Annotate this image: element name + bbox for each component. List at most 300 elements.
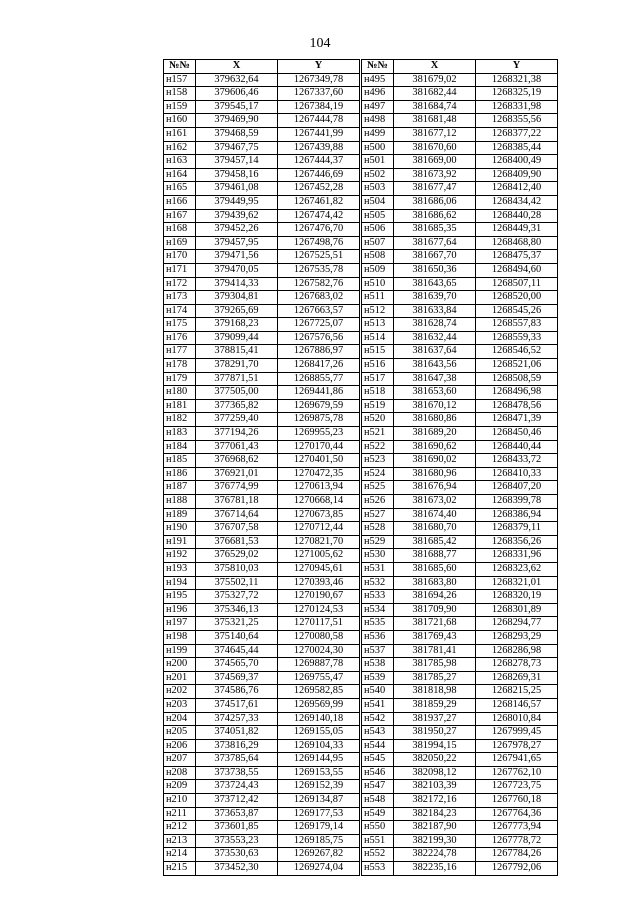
y-coordinate-cell: 1270393,46 xyxy=(278,576,360,590)
y-coordinate-cell: 1267535,78 xyxy=(278,263,360,277)
y-coordinate-cell: 1270673,85 xyxy=(278,508,360,522)
point-id-cell: н495 xyxy=(362,73,394,87)
point-id-cell: н509 xyxy=(362,263,394,277)
table-row xyxy=(164,359,360,373)
point-id-cell: н174 xyxy=(164,304,196,318)
point-id-cell: н205 xyxy=(164,726,196,740)
x-coordinate-cell: 381673,92 xyxy=(394,168,476,182)
x-coordinate-cell: 378815,41 xyxy=(196,345,278,359)
point-id-cell: н499 xyxy=(362,127,394,141)
point-id-cell: н545 xyxy=(362,753,394,767)
x-coordinate-cell: 379457,95 xyxy=(196,236,278,250)
table-row xyxy=(164,848,360,862)
point-id-cell: н549 xyxy=(362,807,394,821)
table-row xyxy=(362,250,558,264)
table-row xyxy=(164,427,360,441)
table-row xyxy=(362,155,558,169)
y-coordinate-cell: 1269887,78 xyxy=(278,658,360,672)
point-id-cell: н537 xyxy=(362,644,394,658)
table-row xyxy=(362,427,558,441)
point-id-cell: н501 xyxy=(362,155,394,169)
point-id-cell: н541 xyxy=(362,698,394,712)
x-coordinate-cell: 381721,68 xyxy=(394,617,476,631)
y-coordinate-cell: 1267582,76 xyxy=(278,277,360,291)
point-id-cell: н546 xyxy=(362,766,394,780)
point-id-cell: н214 xyxy=(164,848,196,862)
y-coordinate-cell: 1267525,51 xyxy=(278,250,360,264)
y-coordinate-cell: 1268355,56 xyxy=(476,114,558,128)
y-coordinate-cell: 1268379,11 xyxy=(476,522,558,536)
x-coordinate-cell: 376681,53 xyxy=(196,535,278,549)
header-y: Y xyxy=(476,60,558,74)
point-id-cell: н519 xyxy=(362,399,394,413)
point-id-cell: н548 xyxy=(362,794,394,808)
x-coordinate-cell: 381818,98 xyxy=(394,685,476,699)
table-row xyxy=(362,386,558,400)
table-row xyxy=(164,481,360,495)
table-row xyxy=(164,562,360,576)
x-coordinate-cell: 377505,00 xyxy=(196,386,278,400)
point-id-cell: н530 xyxy=(362,549,394,563)
y-coordinate-cell: 1268146,57 xyxy=(476,698,558,712)
y-coordinate-cell: 1267999,45 xyxy=(476,726,558,740)
x-coordinate-cell: 381653,60 xyxy=(394,386,476,400)
x-coordinate-cell: 381686,62 xyxy=(394,209,476,223)
x-coordinate-cell: 373530,63 xyxy=(196,848,278,862)
y-coordinate-cell: 1269679,59 xyxy=(278,399,360,413)
point-id-cell: н535 xyxy=(362,617,394,631)
x-coordinate-cell: 382224,78 xyxy=(394,848,476,862)
table-row xyxy=(164,467,360,481)
y-coordinate-cell: 1267683,02 xyxy=(278,291,360,305)
y-coordinate-cell: 1267498,76 xyxy=(278,236,360,250)
y-coordinate-cell: 1269441,86 xyxy=(278,386,360,400)
table-row xyxy=(362,223,558,237)
table-row xyxy=(164,291,360,305)
x-coordinate-cell: 373816,29 xyxy=(196,739,278,753)
x-coordinate-cell: 375346,13 xyxy=(196,603,278,617)
x-coordinate-cell: 382235,16 xyxy=(394,862,476,876)
y-coordinate-cell: 1268449,31 xyxy=(476,223,558,237)
x-coordinate-cell: 375327,72 xyxy=(196,590,278,604)
table-row xyxy=(164,155,360,169)
y-coordinate-cell: 1267886,97 xyxy=(278,345,360,359)
table-row xyxy=(164,318,360,332)
y-coordinate-cell: 1267439,88 xyxy=(278,141,360,155)
table-row xyxy=(362,318,558,332)
point-id-cell: н177 xyxy=(164,345,196,359)
point-id-cell: н532 xyxy=(362,576,394,590)
x-coordinate-cell: 381685,35 xyxy=(394,223,476,237)
x-coordinate-cell: 379467,75 xyxy=(196,141,278,155)
x-coordinate-cell: 381667,70 xyxy=(394,250,476,264)
point-id-cell: н188 xyxy=(164,495,196,509)
x-coordinate-cell: 377259,40 xyxy=(196,413,278,427)
x-coordinate-cell: 381677,12 xyxy=(394,127,476,141)
point-id-cell: н211 xyxy=(164,807,196,821)
y-coordinate-cell: 1268407,20 xyxy=(476,481,558,495)
point-id-cell: н169 xyxy=(164,236,196,250)
table-row xyxy=(164,753,360,767)
table-row xyxy=(362,304,558,318)
table-header-row xyxy=(164,60,360,74)
header-x: X xyxy=(196,60,278,74)
x-coordinate-cell: 374051,82 xyxy=(196,726,278,740)
table-header-row xyxy=(362,60,558,74)
x-coordinate-cell: 381684,74 xyxy=(394,100,476,114)
point-id-cell: н498 xyxy=(362,114,394,128)
table-row xyxy=(362,590,558,604)
y-coordinate-cell: 1268855,77 xyxy=(278,372,360,386)
table-row xyxy=(362,834,558,848)
x-coordinate-cell: 381673,02 xyxy=(394,495,476,509)
table-body-right xyxy=(362,73,558,875)
point-id-cell: н206 xyxy=(164,739,196,753)
point-id-cell: н504 xyxy=(362,195,394,209)
x-coordinate-cell: 379458,16 xyxy=(196,168,278,182)
y-coordinate-cell: 1268475,37 xyxy=(476,250,558,264)
y-coordinate-cell: 1268386,94 xyxy=(476,508,558,522)
x-coordinate-cell: 373724,43 xyxy=(196,780,278,794)
point-id-cell: н510 xyxy=(362,277,394,291)
point-id-cell: н170 xyxy=(164,250,196,264)
x-coordinate-cell: 376529,02 xyxy=(196,549,278,563)
point-id-cell: н538 xyxy=(362,658,394,672)
y-coordinate-cell: 1267474,42 xyxy=(278,209,360,223)
x-coordinate-cell: 381633,84 xyxy=(394,304,476,318)
x-coordinate-cell: 379265,69 xyxy=(196,304,278,318)
point-id-cell: н194 xyxy=(164,576,196,590)
y-coordinate-cell: 1267778,72 xyxy=(476,834,558,848)
x-coordinate-cell: 378291,70 xyxy=(196,359,278,373)
point-id-cell: н163 xyxy=(164,155,196,169)
table-row xyxy=(164,413,360,427)
table-row xyxy=(362,617,558,631)
x-coordinate-cell: 381680,70 xyxy=(394,522,476,536)
x-coordinate-cell: 381677,47 xyxy=(394,182,476,196)
table-row xyxy=(362,440,558,454)
point-id-cell: н168 xyxy=(164,223,196,237)
point-id-cell: н520 xyxy=(362,413,394,427)
x-coordinate-cell: 379449,95 xyxy=(196,195,278,209)
table-row xyxy=(362,372,558,386)
x-coordinate-cell: 381650,36 xyxy=(394,263,476,277)
table-row xyxy=(362,685,558,699)
table-row xyxy=(164,250,360,264)
x-coordinate-cell: 373601,85 xyxy=(196,821,278,835)
y-coordinate-cell: 1268325,19 xyxy=(476,87,558,101)
y-coordinate-cell: 1268356,26 xyxy=(476,535,558,549)
point-id-cell: н525 xyxy=(362,481,394,495)
point-id-cell: н193 xyxy=(164,562,196,576)
point-id-cell: н213 xyxy=(164,834,196,848)
x-coordinate-cell: 381677,64 xyxy=(394,236,476,250)
point-id-cell: н210 xyxy=(164,794,196,808)
y-coordinate-cell: 1268320,19 xyxy=(476,590,558,604)
table-row xyxy=(164,617,360,631)
x-coordinate-cell: 379099,44 xyxy=(196,331,278,345)
x-coordinate-cell: 376774,99 xyxy=(196,481,278,495)
point-id-cell: н511 xyxy=(362,291,394,305)
y-coordinate-cell: 1268301,89 xyxy=(476,603,558,617)
x-coordinate-cell: 381674,40 xyxy=(394,508,476,522)
y-coordinate-cell: 1270124,53 xyxy=(278,603,360,617)
point-id-cell: н544 xyxy=(362,739,394,753)
y-coordinate-cell: 1269155,05 xyxy=(278,726,360,740)
x-coordinate-cell: 377194,26 xyxy=(196,427,278,441)
point-id-cell: н195 xyxy=(164,590,196,604)
table-row xyxy=(164,114,360,128)
table-row xyxy=(362,603,558,617)
table-row xyxy=(362,73,558,87)
table-row xyxy=(362,712,558,726)
table-row xyxy=(164,535,360,549)
y-coordinate-cell: 1268377,22 xyxy=(476,127,558,141)
x-coordinate-cell: 379470,05 xyxy=(196,263,278,277)
x-coordinate-cell: 373738,55 xyxy=(196,766,278,780)
x-coordinate-cell: 381950,27 xyxy=(394,726,476,740)
table-row xyxy=(362,753,558,767)
point-id-cell: н158 xyxy=(164,87,196,101)
table-row xyxy=(362,698,558,712)
y-coordinate-cell: 1267337,60 xyxy=(278,87,360,101)
point-id-cell: н165 xyxy=(164,182,196,196)
x-coordinate-cell: 374645,44 xyxy=(196,644,278,658)
y-coordinate-cell: 1268433,72 xyxy=(476,454,558,468)
table-row xyxy=(164,794,360,808)
point-id-cell: н181 xyxy=(164,399,196,413)
point-id-cell: н159 xyxy=(164,100,196,114)
table-row xyxy=(164,440,360,454)
table-row xyxy=(164,73,360,87)
x-coordinate-cell: 381639,70 xyxy=(394,291,476,305)
x-coordinate-cell: 374517,61 xyxy=(196,698,278,712)
table-row xyxy=(164,223,360,237)
x-coordinate-cell: 381647,38 xyxy=(394,372,476,386)
table-row xyxy=(362,114,558,128)
y-coordinate-cell: 1268494,60 xyxy=(476,263,558,277)
table-row xyxy=(164,726,360,740)
x-coordinate-cell: 376781,18 xyxy=(196,495,278,509)
y-coordinate-cell: 1269104,33 xyxy=(278,739,360,753)
point-id-cell: н196 xyxy=(164,603,196,617)
point-id-cell: н551 xyxy=(362,834,394,848)
y-coordinate-cell: 1267461,82 xyxy=(278,195,360,209)
table-body-left xyxy=(164,73,360,875)
y-coordinate-cell: 1268434,42 xyxy=(476,195,558,209)
x-coordinate-cell: 375321,25 xyxy=(196,617,278,631)
y-coordinate-cell: 1267725,07 xyxy=(278,318,360,332)
x-coordinate-cell: 375502,11 xyxy=(196,576,278,590)
x-coordinate-cell: 381669,00 xyxy=(394,155,476,169)
y-coordinate-cell: 1267446,69 xyxy=(278,168,360,182)
coordinates-table-right xyxy=(361,59,558,876)
point-id-cell: н521 xyxy=(362,427,394,441)
x-coordinate-cell: 381632,44 xyxy=(394,331,476,345)
y-coordinate-cell: 1268450,46 xyxy=(476,427,558,441)
y-coordinate-cell: 1268412,40 xyxy=(476,182,558,196)
point-id-cell: н515 xyxy=(362,345,394,359)
table-row xyxy=(362,739,558,753)
table-row xyxy=(362,277,558,291)
point-id-cell: н202 xyxy=(164,685,196,699)
y-coordinate-cell: 1267384,19 xyxy=(278,100,360,114)
point-id-cell: н189 xyxy=(164,508,196,522)
table-row xyxy=(362,263,558,277)
point-id-cell: н179 xyxy=(164,372,196,386)
point-id-cell: н505 xyxy=(362,209,394,223)
point-id-cell: н203 xyxy=(164,698,196,712)
point-id-cell: н199 xyxy=(164,644,196,658)
header-number: №№ xyxy=(362,60,394,74)
point-id-cell: н161 xyxy=(164,127,196,141)
y-coordinate-cell: 1270190,67 xyxy=(278,590,360,604)
point-id-cell: н157 xyxy=(164,73,196,87)
x-coordinate-cell: 381785,27 xyxy=(394,671,476,685)
x-coordinate-cell: 373785,64 xyxy=(196,753,278,767)
table-row xyxy=(164,685,360,699)
point-id-cell: н518 xyxy=(362,386,394,400)
table-row xyxy=(164,100,360,114)
y-coordinate-cell: 1270613,94 xyxy=(278,481,360,495)
point-id-cell: н173 xyxy=(164,291,196,305)
table-row xyxy=(362,467,558,481)
y-coordinate-cell: 1268399,78 xyxy=(476,495,558,509)
point-id-cell: н542 xyxy=(362,712,394,726)
table-row xyxy=(164,263,360,277)
point-id-cell: н533 xyxy=(362,590,394,604)
x-coordinate-cell: 381685,60 xyxy=(394,562,476,576)
y-coordinate-cell: 1268471,39 xyxy=(476,413,558,427)
x-coordinate-cell: 374586,76 xyxy=(196,685,278,699)
table-row xyxy=(164,603,360,617)
point-id-cell: н540 xyxy=(362,685,394,699)
y-coordinate-cell: 1269955,23 xyxy=(278,427,360,441)
x-coordinate-cell: 376968,62 xyxy=(196,454,278,468)
x-coordinate-cell: 381643,56 xyxy=(394,359,476,373)
table-row xyxy=(164,454,360,468)
x-coordinate-cell: 381689,20 xyxy=(394,427,476,441)
y-coordinate-cell: 1269274,04 xyxy=(278,862,360,876)
table-row xyxy=(164,141,360,155)
point-id-cell: н531 xyxy=(362,562,394,576)
y-coordinate-cell: 1267349,78 xyxy=(278,73,360,87)
table-row xyxy=(164,209,360,223)
x-coordinate-cell: 379545,17 xyxy=(196,100,278,114)
y-coordinate-cell: 1268331,98 xyxy=(476,100,558,114)
x-coordinate-cell: 373712,42 xyxy=(196,794,278,808)
y-coordinate-cell: 1268321,38 xyxy=(476,73,558,87)
x-coordinate-cell: 377365,82 xyxy=(196,399,278,413)
table-row xyxy=(362,87,558,101)
point-id-cell: н536 xyxy=(362,630,394,644)
y-coordinate-cell: 1268508,59 xyxy=(476,372,558,386)
point-id-cell: н171 xyxy=(164,263,196,277)
x-coordinate-cell: 377871,51 xyxy=(196,372,278,386)
y-coordinate-cell: 1268410,33 xyxy=(476,467,558,481)
y-coordinate-cell: 1268521,06 xyxy=(476,359,558,373)
table-row xyxy=(164,671,360,685)
y-coordinate-cell: 1268323,62 xyxy=(476,562,558,576)
y-coordinate-cell: 1269153,55 xyxy=(278,766,360,780)
y-coordinate-cell: 1268400,49 xyxy=(476,155,558,169)
y-coordinate-cell: 1268507,11 xyxy=(476,277,558,291)
table-row xyxy=(362,508,558,522)
y-coordinate-cell: 1270401,50 xyxy=(278,454,360,468)
point-id-cell: н212 xyxy=(164,821,196,835)
point-id-cell: н502 xyxy=(362,168,394,182)
x-coordinate-cell: 379606,46 xyxy=(196,87,278,101)
y-coordinate-cell: 1268496,98 xyxy=(476,386,558,400)
x-coordinate-cell: 373553,23 xyxy=(196,834,278,848)
point-id-cell: н183 xyxy=(164,427,196,441)
table-row xyxy=(362,630,558,644)
point-id-cell: н209 xyxy=(164,780,196,794)
point-id-cell: н208 xyxy=(164,766,196,780)
y-coordinate-cell: 1267444,37 xyxy=(278,155,360,169)
table-row xyxy=(362,141,558,155)
y-coordinate-cell: 1267444,78 xyxy=(278,114,360,128)
y-coordinate-cell: 1267764,36 xyxy=(476,807,558,821)
table-row xyxy=(362,331,558,345)
table-row xyxy=(362,766,558,780)
y-coordinate-cell: 1269179,14 xyxy=(278,821,360,835)
table-row xyxy=(164,834,360,848)
table-row xyxy=(164,522,360,536)
y-coordinate-cell: 1269185,75 xyxy=(278,834,360,848)
table-row xyxy=(164,331,360,345)
x-coordinate-cell: 381690,02 xyxy=(394,454,476,468)
point-id-cell: н167 xyxy=(164,209,196,223)
table-row xyxy=(164,630,360,644)
table-row xyxy=(362,671,558,685)
x-coordinate-cell: 376714,64 xyxy=(196,508,278,522)
y-coordinate-cell: 1267663,57 xyxy=(278,304,360,318)
y-coordinate-cell: 1270668,14 xyxy=(278,495,360,509)
table-row xyxy=(164,195,360,209)
point-id-cell: н204 xyxy=(164,712,196,726)
point-id-cell: н516 xyxy=(362,359,394,373)
x-coordinate-cell: 379452,26 xyxy=(196,223,278,237)
y-coordinate-cell: 1268417,26 xyxy=(278,359,360,373)
y-coordinate-cell: 1270945,61 xyxy=(278,562,360,576)
y-coordinate-cell: 1269582,85 xyxy=(278,685,360,699)
y-coordinate-cell: 1267723,75 xyxy=(476,780,558,794)
point-id-cell: н162 xyxy=(164,141,196,155)
x-coordinate-cell: 381670,12 xyxy=(394,399,476,413)
table-row xyxy=(362,127,558,141)
x-coordinate-cell: 381676,94 xyxy=(394,481,476,495)
point-id-cell: н529 xyxy=(362,535,394,549)
table-row xyxy=(362,562,558,576)
x-coordinate-cell: 379414,33 xyxy=(196,277,278,291)
y-coordinate-cell: 1270472,35 xyxy=(278,467,360,481)
x-coordinate-cell: 381670,60 xyxy=(394,141,476,155)
x-coordinate-cell: 382098,12 xyxy=(394,766,476,780)
y-coordinate-cell: 1268468,80 xyxy=(476,236,558,250)
y-coordinate-cell: 1270024,30 xyxy=(278,644,360,658)
x-coordinate-cell: 381637,64 xyxy=(394,345,476,359)
table-row xyxy=(362,658,558,672)
y-coordinate-cell: 1267941,65 xyxy=(476,753,558,767)
x-coordinate-cell: 379457,14 xyxy=(196,155,278,169)
table-row xyxy=(362,549,558,563)
table-row xyxy=(164,821,360,835)
point-id-cell: н513 xyxy=(362,318,394,332)
x-coordinate-cell: 381681,48 xyxy=(394,114,476,128)
table-row xyxy=(362,481,558,495)
y-coordinate-cell: 1268293,29 xyxy=(476,630,558,644)
